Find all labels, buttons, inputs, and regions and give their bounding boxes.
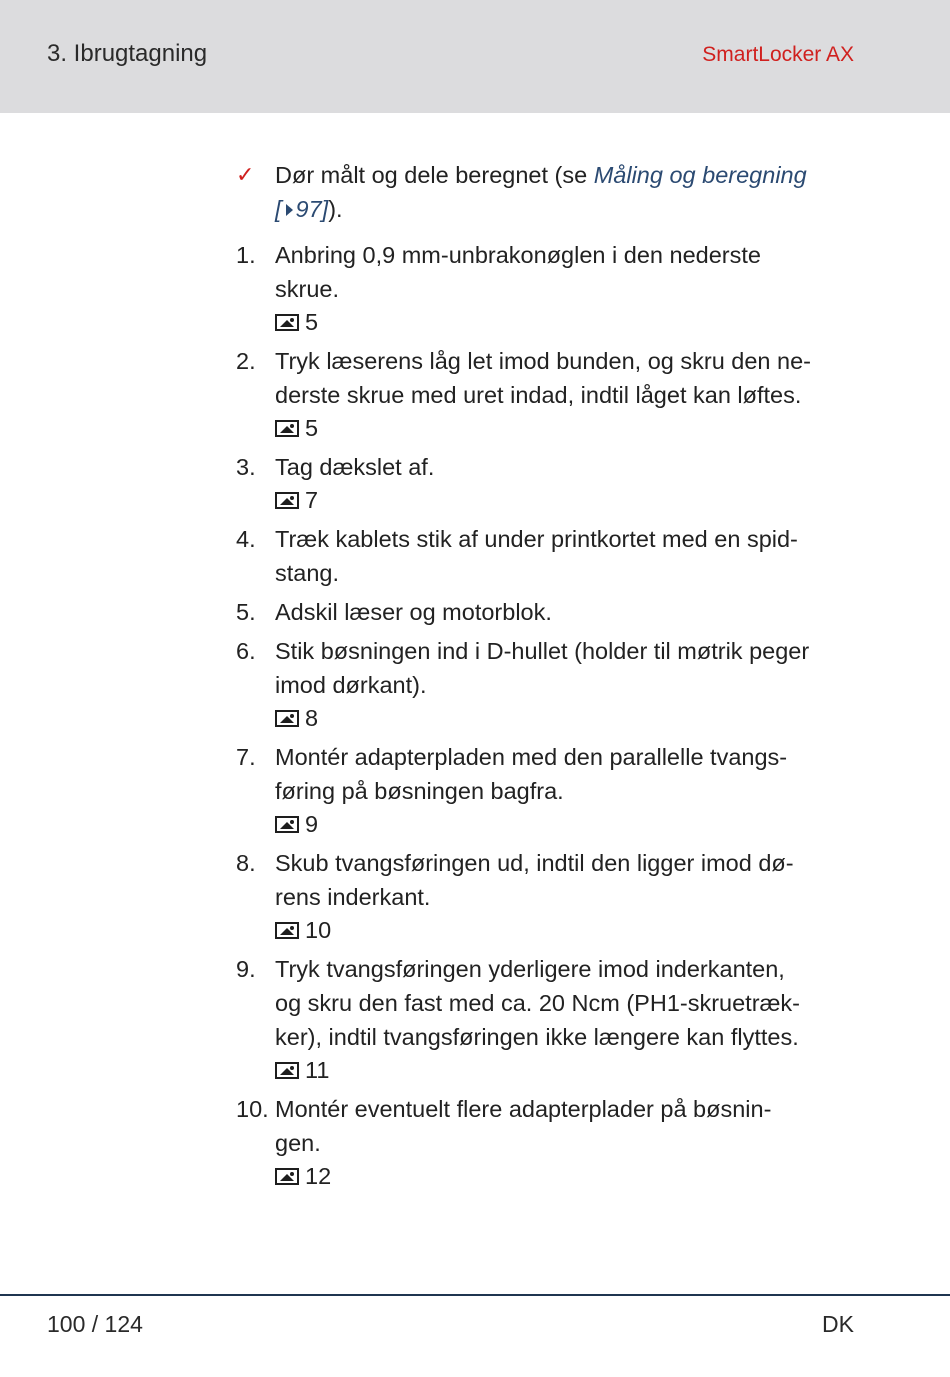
- figure-reference[interactable]: [275, 306, 876, 339]
- step-item: [236, 595, 876, 629]
- chapter-title: 3. Ibrugtagning: [47, 40, 208, 67]
- figure-reference[interactable]: [275, 702, 876, 735]
- step-text-line: derste skrue med uret indad, indtil låget kan løftes.: [275, 382, 802, 408]
- step-text-line: skrue.: [275, 276, 339, 302]
- image-icon: [275, 314, 299, 331]
- step-number: 7.: [236, 744, 256, 770]
- prerequisite-line-2: [ 97]).: [275, 196, 343, 222]
- step-item: [236, 740, 876, 841]
- step-number: 6.: [236, 638, 256, 664]
- image-icon: [275, 816, 299, 833]
- image-icon: [275, 710, 299, 727]
- figure-reference[interactable]: [275, 914, 876, 947]
- prerequisite-item: [236, 158, 876, 226]
- step-number: 4.: [236, 526, 256, 552]
- prerequisite-line-1: Dør målt og dele beregnet (se Måling og beregning: [275, 162, 807, 188]
- page-reference-link[interactable]: [ 97]: [275, 196, 329, 222]
- image-icon: [275, 1062, 299, 1079]
- figure-number: 5: [305, 309, 319, 335]
- step-number: 1.: [236, 242, 256, 268]
- step-text-line: gen.: [275, 1130, 321, 1156]
- figure-number: 8: [305, 705, 319, 731]
- product-name: SmartLocker AX: [702, 43, 854, 66]
- checkmark-icon: ✓: [236, 162, 255, 187]
- language-code: DK: [822, 1311, 854, 1337]
- step-item: [236, 1092, 876, 1193]
- page-header: [0, 0, 950, 113]
- step-text-line: Tryk læserens låg let imod bunden, og skru den ne-: [275, 348, 811, 374]
- step-item: [236, 450, 876, 517]
- footer-divider: [0, 1294, 950, 1296]
- step-text-line: føring på bøsningen bagfra.: [275, 778, 564, 804]
- image-icon: [275, 1168, 299, 1185]
- triangle-right-icon: [286, 204, 293, 216]
- step-text-line: rens inderkant.: [275, 884, 431, 910]
- image-icon: [275, 922, 299, 939]
- step-number: 2.: [236, 348, 256, 374]
- image-icon: [275, 492, 299, 509]
- step-item: [236, 238, 876, 339]
- figure-number: 9: [305, 811, 319, 837]
- step-number: 5.: [236, 599, 256, 625]
- figure-number: 7: [305, 487, 319, 513]
- figure-reference[interactable]: [275, 808, 876, 841]
- step-number: 3.: [236, 454, 256, 480]
- step-text-line: Træk kablets stik af under printkortet med en spid-: [275, 526, 798, 552]
- step-text-line: Stik bøsningen ind i D-hullet (holder til møtrik peger: [275, 638, 810, 664]
- step-number: 10.: [236, 1096, 269, 1122]
- step-text-line: stang.: [275, 560, 340, 586]
- step-text-line: ker), indtil tvangsføringen ikke længere kan flyttes.: [275, 1024, 799, 1050]
- step-item: [236, 952, 876, 1087]
- step-text-line: Montér adapterpladen med den parallelle tvangs-: [275, 744, 788, 770]
- step-item: [236, 634, 876, 735]
- step-text-line: imod dørkant).: [275, 672, 427, 698]
- steps-container: [236, 238, 876, 1193]
- figure-reference[interactable]: [275, 1160, 876, 1193]
- step-item: [236, 522, 876, 590]
- step-text-line: Anbring 0,9 mm-unbrakonøglen i den nederste: [275, 242, 761, 268]
- figure-number: 12: [305, 1163, 332, 1189]
- step-text-line: Skub tvangsføringen ud, indtil den ligger imod dø-: [275, 850, 794, 876]
- cross-reference-link[interactable]: Måling og beregning: [593, 162, 807, 188]
- figure-number: 11: [305, 1057, 330, 1083]
- figure-reference[interactable]: [275, 412, 876, 445]
- step-text-line: Adskil læser og motorblok.: [275, 599, 552, 625]
- step-text-line: Tryk tvangsføringen yderligere imod inderkanten,: [275, 956, 785, 982]
- step-item: [236, 846, 876, 947]
- step-text-line: Montér eventuelt flere adapterplader på bøsnin-: [275, 1096, 772, 1122]
- page-number: 100 / 124: [47, 1311, 143, 1337]
- image-icon: [275, 420, 299, 437]
- step-text-line: Tag dækslet af.: [275, 454, 435, 480]
- figure-number: 10: [305, 917, 332, 943]
- figure-reference[interactable]: [275, 484, 876, 517]
- step-text-line: og skru den fast med ca. 20 Ncm (PH1-skruetræk-: [275, 990, 801, 1016]
- figure-reference[interactable]: [275, 1054, 876, 1087]
- step-number: 9.: [236, 956, 256, 982]
- figure-number: 5: [305, 415, 319, 441]
- step-item: [236, 344, 876, 445]
- instruction-list: [236, 158, 876, 1198]
- step-number: 8.: [236, 850, 256, 876]
